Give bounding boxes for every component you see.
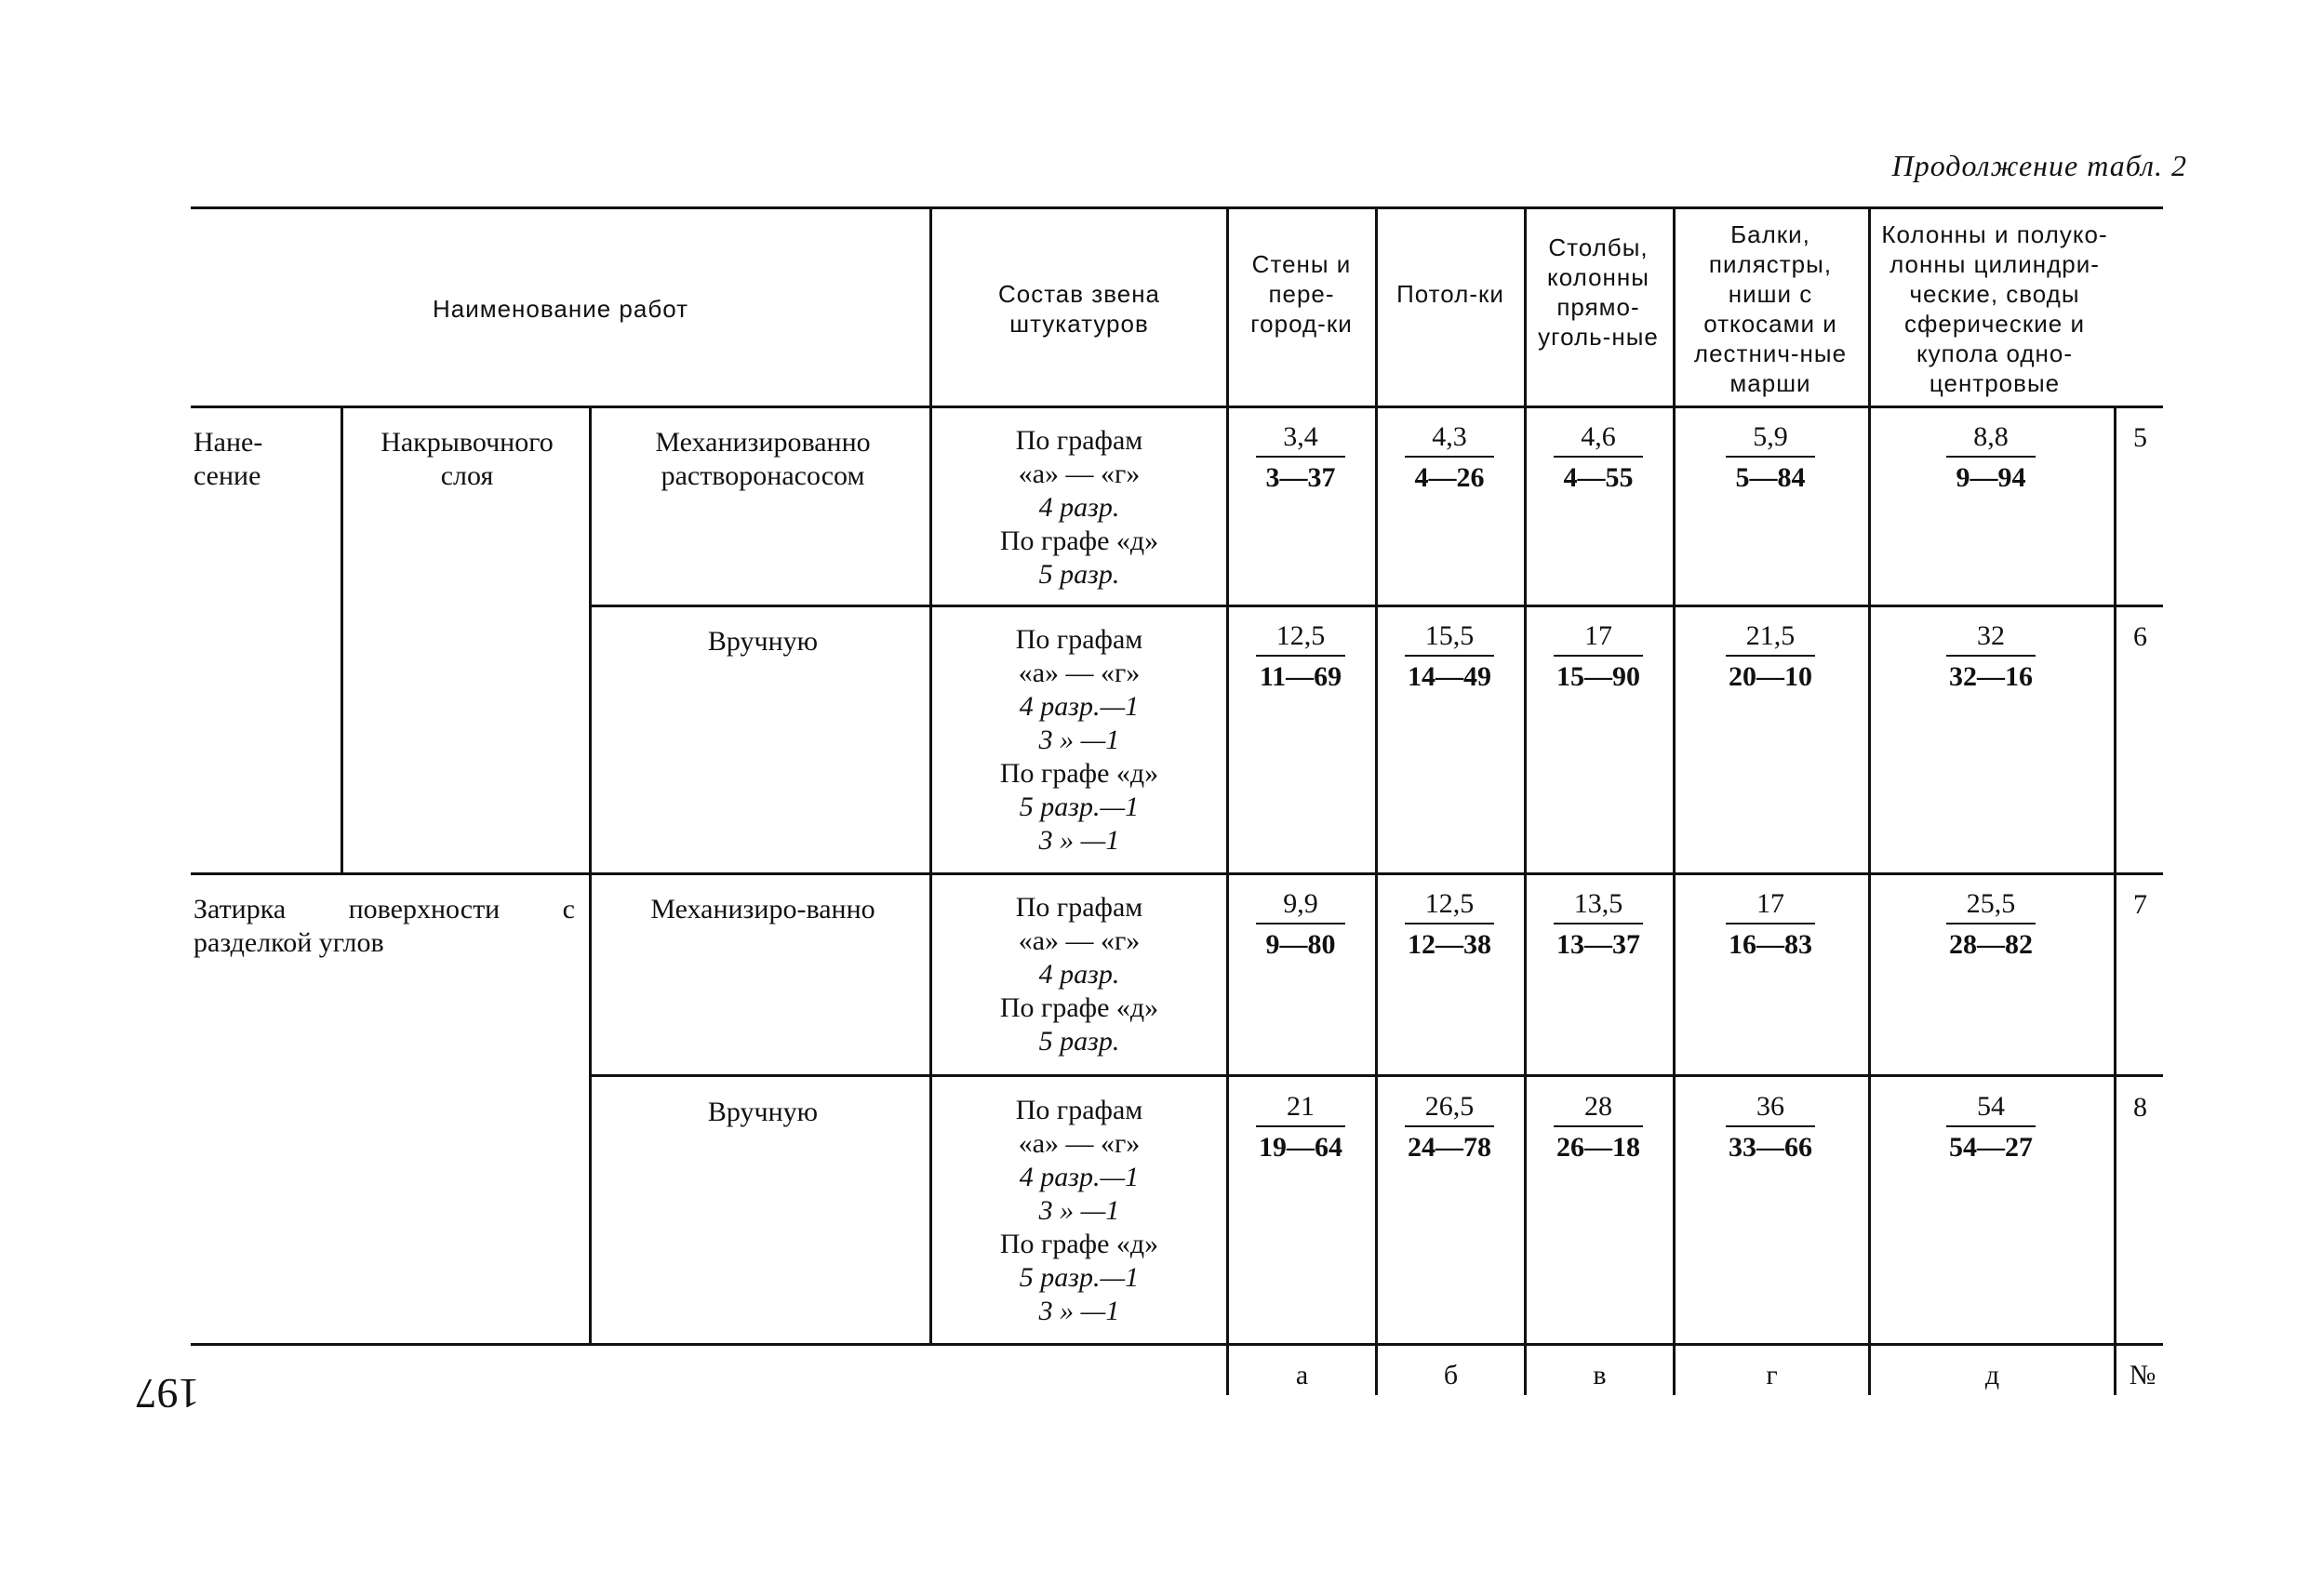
footer-col-d: д (1984, 1360, 2000, 1390)
row-rule-2 (191, 872, 2163, 875)
table-caption: Продолжение табл. 2 (1891, 149, 2187, 182)
col-divider-b (1375, 206, 1378, 1395)
value-r6-b: 15,5 14—49 (1384, 619, 1515, 694)
value-r7-g: 17 16—83 (1705, 887, 1836, 962)
col-divider-op (340, 406, 343, 872)
crew-row-6: По графам «а» — «г» 4 разр.—1 3 » —1 По графе «д» 5 разр.—1 3 » —1 (999, 624, 1159, 856)
value-r5-a: 3,4 3—37 (1235, 420, 1366, 495)
method-mechanized: Механизиро-ванно (650, 894, 875, 924)
header-work-name: Наименование работ (432, 295, 689, 323)
method-manual-1: Вручную (707, 626, 819, 657)
op-rubbing: Затирка поверхности с разделкой углов (194, 894, 575, 958)
header-bottom-rule (191, 406, 2163, 408)
value-r6-d: 32 32—16 (1926, 619, 2056, 694)
op-application: Нане-сение (194, 427, 263, 491)
header-col-v: Столбы, колонны прямо-уголь-ные (1538, 233, 1659, 351)
footer-col-a: а (1295, 1360, 1309, 1390)
col-divider-d (1868, 206, 1871, 1395)
value-r5-g: 5,9 5—84 (1705, 420, 1836, 495)
header-col-b: Потол-ки (1396, 280, 1504, 308)
table-bottom-rule (191, 1343, 2163, 1346)
value-r7-v: 13,5 13—37 (1533, 887, 1663, 962)
footer-col-v: в (1593, 1360, 1607, 1390)
page-number: 197 (135, 1370, 200, 1417)
value-r7-b: 12,5 12—38 (1384, 887, 1515, 962)
row-number-8: 8 (2133, 1092, 2147, 1123)
method-mechanized-pump: Механизированно растворонасосом (655, 427, 871, 491)
footer-col-no: № (2129, 1360, 2156, 1390)
value-r8-a: 21 19—64 (1235, 1090, 1366, 1164)
col-divider-g (1673, 206, 1676, 1395)
value-r8-b: 26,5 24—78 (1384, 1090, 1515, 1164)
layer-topcoat: Накрывочного слоя (381, 427, 554, 491)
crew-row-7: По графам «а» — «г» 4 разр. По графе «д» 5 разр. (999, 892, 1159, 1057)
footer-col-b: б (1443, 1360, 1459, 1390)
value-r7-a: 9,9 9—80 (1235, 887, 1366, 962)
value-r8-d: 54 54—27 (1926, 1090, 2056, 1164)
header-col-d: Колонны и полуко-лонны цилиндри-ческие, своды сферические и купола одно-центровые (1881, 220, 2108, 397)
value-r5-v: 4,6 4—55 (1533, 420, 1663, 495)
footer-col-g: г (1766, 1360, 1778, 1390)
table-top-rule (191, 206, 2163, 209)
value-r6-a: 12,5 11—69 (1235, 619, 1366, 694)
header-col-g: Балки, пилястры, ниши с откосами и лестнич-ные марши (1693, 220, 1848, 397)
value-r8-g: 36 33—66 (1705, 1090, 1836, 1164)
row-number-5: 5 (2133, 422, 2147, 453)
value-r6-v: 17 15—90 (1533, 619, 1663, 694)
col-divider-a (1226, 206, 1229, 1395)
value-r8-v: 28 26—18 (1533, 1090, 1663, 1164)
col-divider-v (1524, 206, 1527, 1395)
value-r7-d: 25,5 28—82 (1926, 887, 2056, 962)
value-r5-d: 8,8 9—94 (1926, 420, 2056, 495)
value-r5-b: 4,3 4—26 (1384, 420, 1515, 495)
col-divider-layer (589, 406, 592, 1343)
value-r6-g: 21,5 20—10 (1705, 619, 1836, 694)
crew-row-8: По графам «а» — «г» 4 разр.—1 3 » —1 По графе «д» 5 разр.—1 3 » —1 (999, 1095, 1159, 1326)
col-divider-no (2114, 406, 2116, 1395)
header-col-a: Стены и пере-город-ки (1250, 250, 1353, 338)
row-number-7: 7 (2133, 889, 2147, 920)
method-manual-2: Вручную (707, 1097, 819, 1127)
row-number-6: 6 (2133, 621, 2147, 652)
header-crew: Состав звена штукатуров (997, 280, 1161, 338)
crew-row-5: По графам «а» — «г» 4 разр. По графе «д» 5 разр. (999, 425, 1159, 590)
